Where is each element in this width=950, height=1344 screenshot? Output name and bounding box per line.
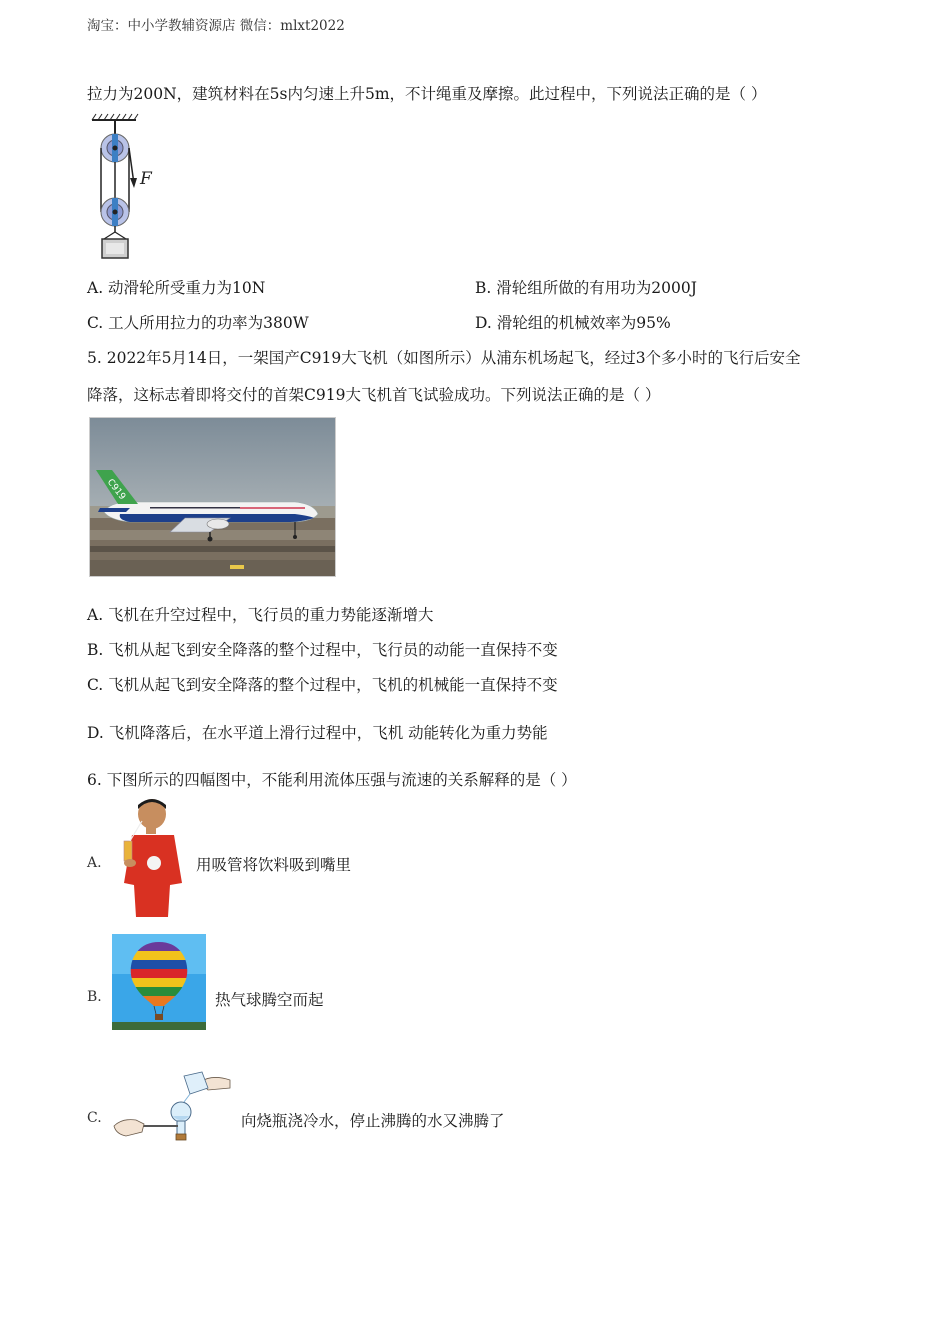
q6-option-a-letter: A. [87,855,102,871]
q5-option-d: D. 飞机降落后，在水平道上滑行过程中，飞机 动能转化为重力势能 [87,724,548,742]
q5-option-b: B. 飞机从起飞到安全降落的整个过程中，飞行员的动能一直保持不变 [87,641,558,659]
hot-air-balloon-image [112,934,206,1030]
q4-option-d: D. 滑轮组的机械效率为95% [475,314,671,332]
q4-option-c: C. 工人所用拉力的功率为380W [87,314,309,332]
q6-stem: 6. 下图所示的四幅图中，不能利用流体压强与流速的关系解释的是（ ） [87,771,577,789]
q5-option-a: A. 飞机在升空过程中，飞行员的重力势能逐渐增大 [87,606,434,624]
force-label: F [140,169,152,189]
q6-option-b-letter: B. [87,989,102,1005]
q6-option-c-letter: C. [87,1110,102,1126]
c919-airplane-photo [89,417,336,577]
flask-cooling-image [112,1068,234,1146]
q6-option-c-caption: 向烧瓶浇冷水，停止沸腾的水又沸腾了 [241,1112,505,1130]
page-header: 淘宝：中小学教辅资源店 微信：mlxt2022 [87,18,345,34]
pulley-diagram [86,112,166,262]
q6-option-b-caption: 热气球腾空而起 [215,991,324,1009]
q6-option-a-caption: 用吸管将饮料吸到嘴里 [196,856,352,874]
q4-option-a: A. 动滑轮所受重力为10N [87,279,266,297]
boy-drinking-image [118,797,188,919]
svg-text:C919: C919 [104,477,128,503]
q4-stem: 拉力为200N，建筑材料在5s内匀速上升5m，不计绳重及摩擦。此过程中，下列说法正确的是（ ） [87,85,767,103]
q5-option-c: C. 飞机从起飞到安全降落的整个过程中，飞机的机械能一直保持不变 [87,676,558,694]
q4-option-b: B. 滑轮组所做的有用功为2000J [475,279,697,297]
q5-stem-line2: 降落，这标志着即将交付的首架C919大飞机首飞试验成功。下列说法正确的是（ ） [87,386,661,404]
q5-stem-line1: 5. 2022年5月14日，一架国产C919大飞机（如图所示）从浦东机场起飞，经过3个多小时的飞行后安全 [87,349,801,367]
